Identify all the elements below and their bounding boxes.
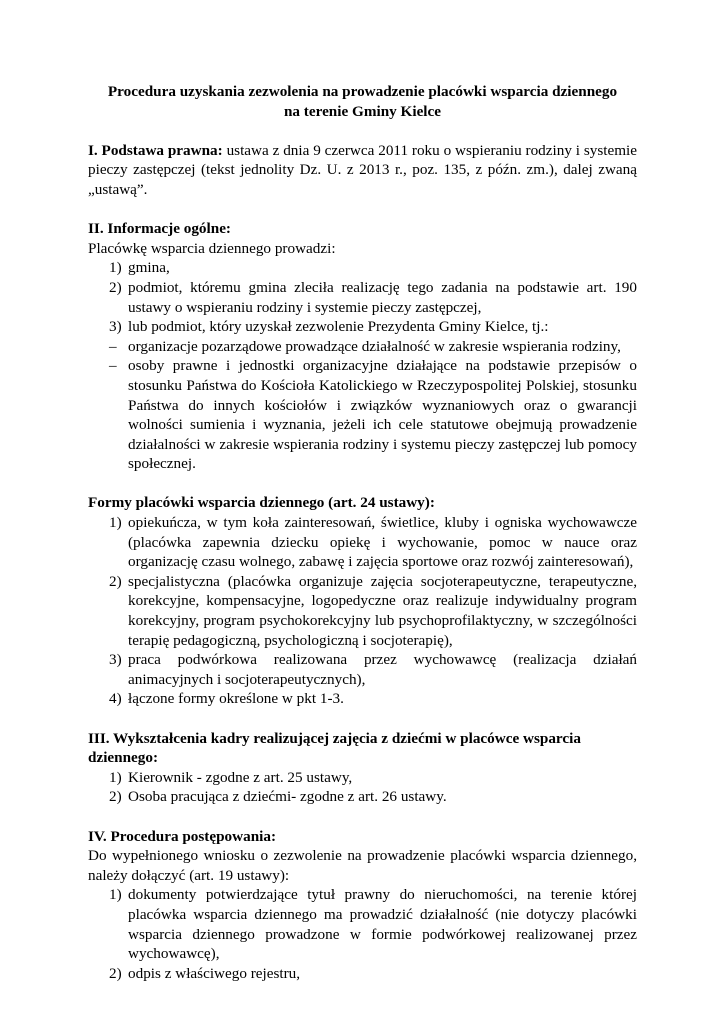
- list-item: [88, 572, 637, 650]
- list-item-text: odpis z właściwego rejestru,: [128, 964, 301, 982]
- list-item: [88, 885, 637, 963]
- staff-list: [88, 768, 637, 807]
- list-item-text: praca podwórkowa realizowana przez wychowawcę (realizacja działań animacyjnych i socjoterapeutycznych),: [128, 651, 637, 688]
- list-item: [88, 650, 637, 689]
- list-item: [88, 768, 637, 788]
- list-item-text: organizacje pozarządowe prowadzące działalność w zakresie wspierania rodziny,: [128, 337, 621, 355]
- list-marker: 1): [109, 886, 122, 904]
- list-marker: –: [109, 337, 117, 355]
- list-marker: 3): [109, 651, 122, 669]
- list-item: [88, 278, 637, 317]
- list-item-text: gmina,: [128, 259, 170, 277]
- section-legal-basis: [88, 141, 637, 200]
- list-item-text: lub podmiot, który uzyskał zezwolenie Prezydenta Gminy Kielce, tj.:: [128, 318, 549, 336]
- list-marker: 2): [109, 278, 122, 296]
- section-legal-basis-text: ustawa z dnia 9 czerwca 2011 roku o wspieraniu rodziny i systemie pieczy zastępczej (tekst jednolity Dz. U. z 2013 r., poz. 135, z późn. zm.), dalej zwaną „ustawą”.: [88, 141, 638, 198]
- list-item: [88, 337, 637, 357]
- list-item: [88, 317, 637, 337]
- section-staff-heading: III. Wykształcenia kadry realizującej zajęcia z dziećmi w placówce wsparcia dziennego:: [88, 729, 581, 767]
- list-item: [88, 964, 637, 984]
- list-item: [88, 258, 637, 278]
- section-forms-heading: Formy placówki wsparcia dziennego (art. 24 ustawy):: [88, 494, 435, 512]
- list-item: [88, 356, 637, 474]
- forms-list: [88, 513, 637, 709]
- list-item: [88, 513, 637, 572]
- list-marker: 2): [109, 788, 122, 806]
- list-item-text: podmiot, któremu gmina zleciła realizację tego zadania na podstawie art. 190 ustawy o wspieraniu rodziny i systemie pieczy zastępczej,: [128, 278, 637, 316]
- general-info-list: [88, 258, 637, 474]
- list-marker: 1): [109, 514, 122, 532]
- list-marker: 1): [109, 768, 122, 786]
- list-marker: 1): [109, 259, 122, 277]
- list-item-text: Osoba pracująca z dziećmi- zgodne z art. 26 ustawy.: [128, 788, 447, 806]
- document-title-line-1: Procedura uzyskania zezwolenia na prowadzenie placówki wsparcia dziennego: [107, 83, 618, 100]
- section-legal-basis-heading: I. Podstawa prawna:: [88, 141, 223, 159]
- list-item-text: opiekuńcza, w tym koła zainteresowań, świetlice, kluby i ogniska wychowawcze (placówka zapewnia dziecku opiekę i wychowanie, pomoc w nauce oraz organizację czasu wolnego, zabawę i zajęcia sportowe oraz rozwój zainteresowań),: [128, 514, 637, 571]
- document-title-line-2: na terenie Gminy Kielce: [283, 102, 442, 120]
- list-marker: 2): [109, 964, 122, 982]
- list-marker: 2): [109, 572, 122, 590]
- list-item-text: specjalistyczna (placówka organizuje zajęcia socjoterapeutyczne, terapeutyczne, korekcyjne, kompensacyjne, logopedyczne oraz realizuje indywidualny program korekcyjny, program psychokorekcyjny lub psychoprofilaktyczny, w szczególności terapię pedagogiczną, psychologiczną i socjoterapię),: [128, 572, 637, 649]
- section-general-info-intro: Placówkę wsparcia dziennego prowadzi:: [88, 239, 336, 257]
- list-item: [88, 787, 637, 807]
- section-general-info-heading: II. Informacje ogólne:: [88, 220, 231, 238]
- list-item: [88, 689, 637, 709]
- list-marker: –: [109, 357, 117, 375]
- procedure-list: [88, 885, 637, 983]
- list-item-text: łączone formy określone w pkt 1-3.: [128, 690, 344, 708]
- list-item-text: dokumenty potwierdzające tytuł prawny do nieruchomości, na terenie której placówka wsparcia dziennego ma prowadzić działalność (nie dotyczy placówki wsparcia dziennego prowadzone w formie podwórkowej realizowanej przez wychowawcę),: [128, 886, 637, 963]
- list-item-text: Kierownik - zgodne z art. 25 ustawy,: [128, 768, 353, 786]
- list-marker: 3): [109, 318, 122, 336]
- section-procedure-intro: Do wypełnionego wniosku o zezwolenie na prowadzenie placówki wsparcia dziennego, należy dołączyć (art. 19 ustawy):: [88, 847, 637, 884]
- list-item-text: osoby prawne i jednostki organizacyjne działające na podstawie przepisów o stosunku Państwa do Kościoła Katolickiego w Rzeczypospolitej Polskiej, stosunku Państwa do innych kościołów i związków wyznaniowych oraz o gwarancji wolności sumienia i wyznania, jeżeli ich cele statutowe obejmują prowadzenie działalności w zakresie wspierania rodziny i systemu pieczy zastępczej lub pomocy społecznej.: [128, 357, 637, 473]
- section-procedure-heading: IV. Procedura postępowania:: [88, 827, 277, 845]
- list-marker: 4): [109, 690, 122, 708]
